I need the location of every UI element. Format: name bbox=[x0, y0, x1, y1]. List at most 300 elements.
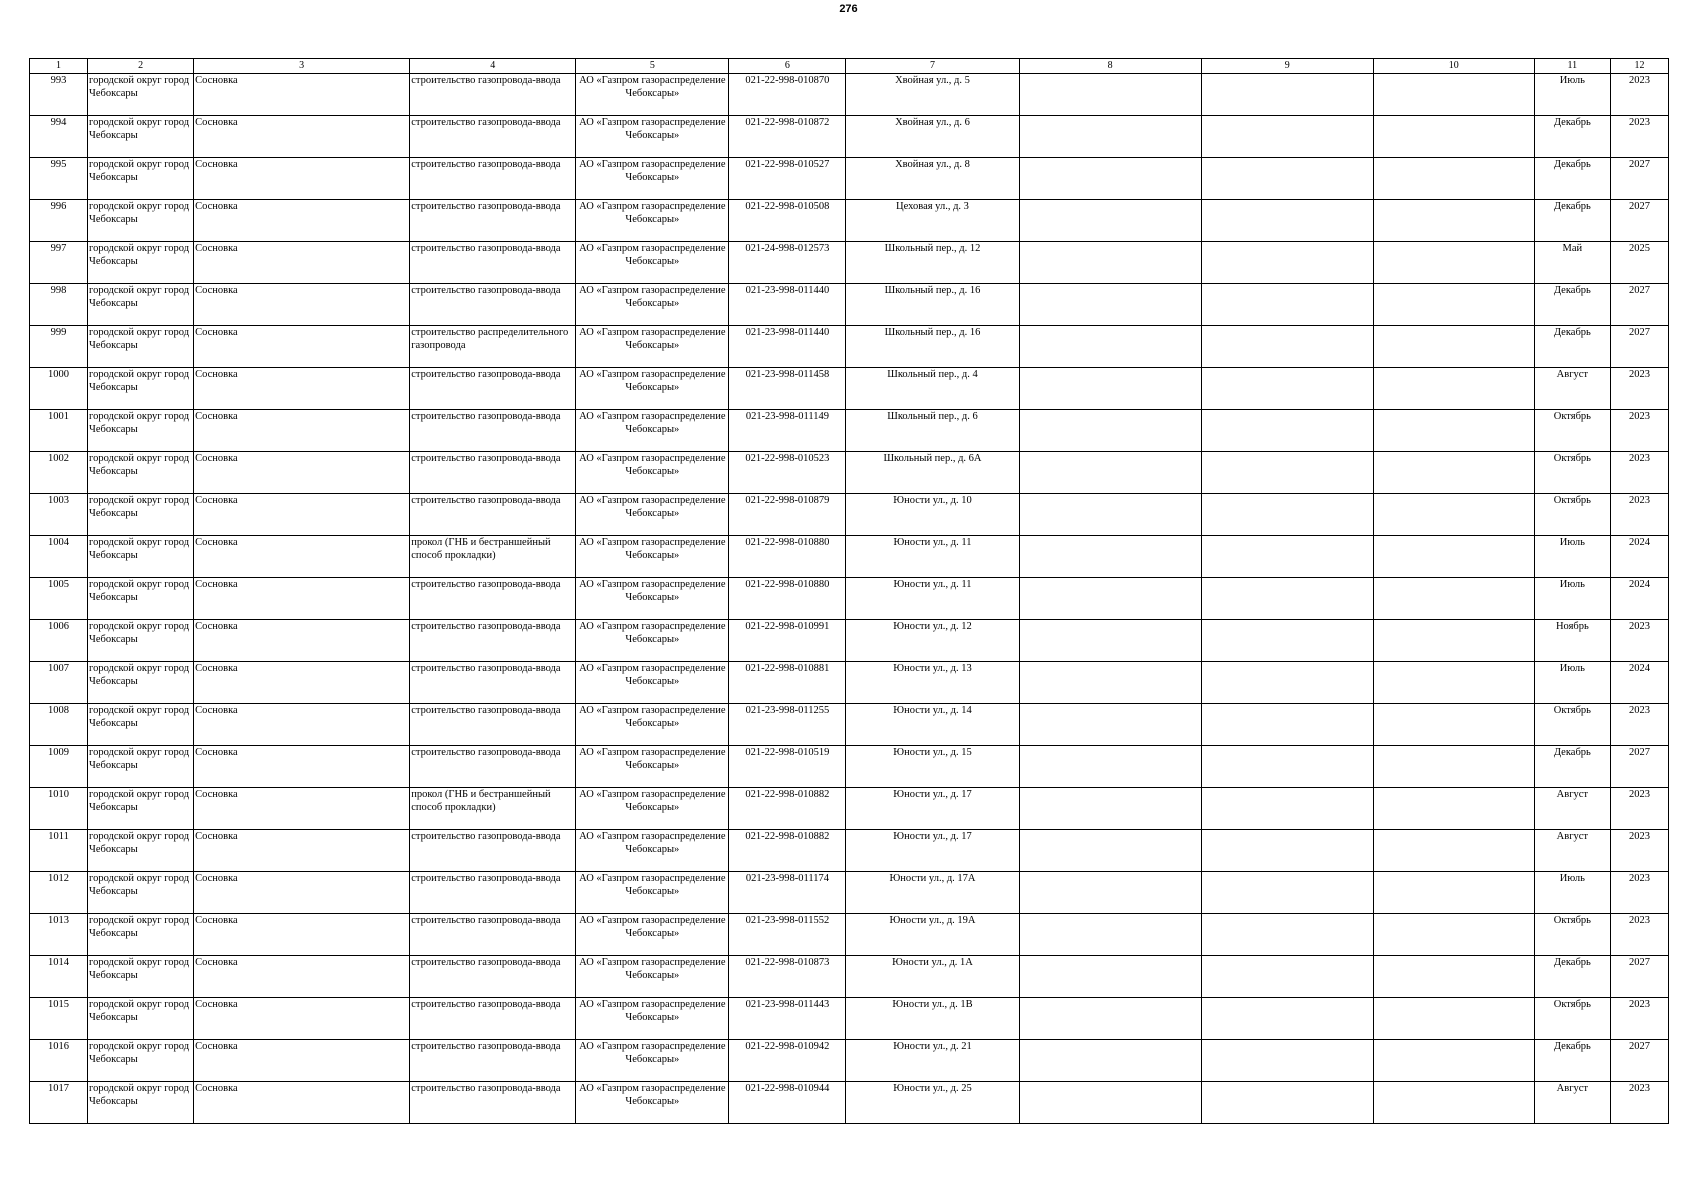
month-cell bbox=[1534, 284, 1610, 326]
table-row bbox=[30, 242, 1669, 284]
column-header: 4 bbox=[410, 59, 576, 74]
year-cell-text: 2023 bbox=[1628, 117, 1650, 128]
object-code-cell bbox=[729, 998, 846, 1040]
empty-cell-9-text bbox=[1204, 494, 1371, 535]
month-cell bbox=[1534, 200, 1610, 242]
organization-cell bbox=[576, 116, 729, 158]
locality-cell-text: Сосновка bbox=[195, 369, 238, 380]
organization-cell-text: АО «Газпром газораспределение Чебоксары» bbox=[579, 873, 726, 897]
row-number-cell-text: 993 bbox=[50, 75, 67, 86]
empty-cell-8 bbox=[1019, 200, 1201, 242]
empty-cell-10 bbox=[1373, 452, 1534, 494]
empty-cell-10-text bbox=[1376, 620, 1532, 661]
empty-cell-9-text bbox=[1204, 74, 1371, 115]
year-cell-text: 2023 bbox=[1628, 75, 1650, 86]
empty-cell-8 bbox=[1019, 704, 1201, 746]
month-cell-text: Август bbox=[1556, 831, 1589, 842]
locality-cell-text: Сосновка bbox=[195, 159, 238, 170]
empty-cell-9-text bbox=[1204, 956, 1371, 997]
month-cell bbox=[1534, 956, 1610, 998]
work-type-cell-text: строительство газопровода-ввода bbox=[411, 957, 561, 968]
table-row bbox=[30, 74, 1669, 116]
work-type-cell bbox=[410, 788, 576, 830]
work-type-cell-text: строительство газопровода-ввода bbox=[411, 705, 561, 716]
work-type-cell-text: строительство газопровода-ввода bbox=[411, 159, 561, 170]
work-type-cell bbox=[410, 956, 576, 998]
row-number-cell bbox=[30, 788, 88, 830]
table-row bbox=[30, 998, 1669, 1040]
row-number-cell-text: 1017 bbox=[48, 1083, 70, 1094]
row-number-cell bbox=[30, 452, 88, 494]
empty-cell-10-text bbox=[1376, 158, 1532, 199]
district-cell-text: городской округ город Чебоксары bbox=[89, 789, 190, 813]
object-code-cell bbox=[729, 662, 846, 704]
empty-cell-8 bbox=[1019, 620, 1201, 662]
work-type-cell bbox=[410, 494, 576, 536]
empty-cell-8-text bbox=[1022, 872, 1199, 913]
organization-cell-text: АО «Газпром газораспределение Чебоксары» bbox=[579, 957, 726, 981]
object-code-cell-text: 021-23-998-011552 bbox=[745, 915, 830, 926]
empty-cell-9-text bbox=[1204, 704, 1371, 745]
locality-cell-text: Сосновка bbox=[195, 747, 238, 758]
object-code-cell bbox=[729, 872, 846, 914]
empty-cell-8-text bbox=[1022, 284, 1199, 325]
work-type-cell-text: строительство распределительного газопровода bbox=[411, 327, 569, 351]
empty-cell-10-text bbox=[1376, 1082, 1532, 1123]
object-code-cell bbox=[729, 578, 846, 620]
district-cell bbox=[88, 494, 194, 536]
year-cell-text: 2027 bbox=[1628, 747, 1650, 758]
empty-cell-10-text bbox=[1376, 116, 1532, 157]
year-cell bbox=[1610, 662, 1668, 704]
organization-cell-text: АО «Газпром газораспределение Чебоксары» bbox=[579, 369, 726, 393]
work-type-cell-text: строительство газопровода-ввода bbox=[411, 243, 561, 254]
year-cell bbox=[1610, 116, 1668, 158]
month-cell-text: Июль bbox=[1559, 663, 1585, 674]
locality-cell-text: Сосновка bbox=[195, 663, 238, 674]
row-number-cell-text: 1008 bbox=[48, 705, 70, 716]
empty-cell-8-text bbox=[1022, 746, 1199, 787]
column-header: 3 bbox=[194, 59, 410, 74]
district-cell-text: городской округ город Чебоксары bbox=[89, 663, 190, 687]
empty-cell-10-text bbox=[1376, 914, 1532, 955]
object-code-cell-text: 021-22-998-010880 bbox=[745, 579, 830, 590]
work-type-cell-text: строительство газопровода-ввода bbox=[411, 75, 561, 86]
empty-cell-10 bbox=[1373, 1040, 1534, 1082]
organization-cell bbox=[576, 494, 729, 536]
empty-cell-9 bbox=[1201, 200, 1373, 242]
locality-cell-text: Сосновка bbox=[195, 243, 238, 254]
organization-cell bbox=[576, 200, 729, 242]
work-type-cell bbox=[410, 74, 576, 116]
organization-cell bbox=[576, 704, 729, 746]
empty-cell-9 bbox=[1201, 536, 1373, 578]
address-cell-text: Юности ул., д. 11 bbox=[893, 537, 972, 548]
month-cell bbox=[1534, 452, 1610, 494]
year-cell-text: 2023 bbox=[1628, 789, 1650, 800]
district-cell bbox=[88, 74, 194, 116]
locality-cell bbox=[194, 494, 410, 536]
locality-cell bbox=[194, 410, 410, 452]
organization-cell bbox=[576, 1040, 729, 1082]
year-cell-text: 2023 bbox=[1628, 915, 1650, 926]
organization-cell bbox=[576, 914, 729, 956]
table-row bbox=[30, 200, 1669, 242]
address-cell bbox=[846, 998, 1019, 1040]
work-type-cell bbox=[410, 872, 576, 914]
organization-cell-text: АО «Газпром газораспределение Чебоксары» bbox=[579, 201, 726, 225]
empty-cell-10 bbox=[1373, 116, 1534, 158]
object-code-cell-text: 021-23-998-011458 bbox=[745, 369, 830, 380]
locality-cell bbox=[194, 116, 410, 158]
address-cell bbox=[846, 704, 1019, 746]
empty-cell-10 bbox=[1373, 410, 1534, 452]
locality-cell-text: Сосновка bbox=[195, 789, 238, 800]
district-cell bbox=[88, 914, 194, 956]
empty-cell-9 bbox=[1201, 158, 1373, 200]
empty-cell-8 bbox=[1019, 1040, 1201, 1082]
object-code-cell bbox=[729, 788, 846, 830]
empty-cell-9 bbox=[1201, 242, 1373, 284]
district-cell-text: городской округ город Чебоксары bbox=[89, 621, 190, 645]
address-cell bbox=[846, 872, 1019, 914]
address-cell bbox=[846, 116, 1019, 158]
address-cell-text: Юности ул., д. 15 bbox=[893, 747, 972, 758]
table-row bbox=[30, 1082, 1669, 1124]
empty-cell-9-text bbox=[1204, 452, 1371, 493]
organization-cell bbox=[576, 452, 729, 494]
empty-cell-8-text bbox=[1022, 536, 1199, 577]
empty-cell-10-text bbox=[1376, 788, 1532, 829]
month-cell-text: Июль bbox=[1559, 873, 1585, 884]
work-type-cell-text: строительство газопровода-ввода bbox=[411, 831, 561, 842]
object-code-cell bbox=[729, 326, 846, 368]
year-cell bbox=[1610, 452, 1668, 494]
table-row bbox=[30, 704, 1669, 746]
work-type-cell bbox=[410, 1040, 576, 1082]
address-cell bbox=[846, 914, 1019, 956]
month-cell bbox=[1534, 578, 1610, 620]
district-cell bbox=[88, 956, 194, 998]
year-cell bbox=[1610, 704, 1668, 746]
organization-cell bbox=[576, 620, 729, 662]
district-cell-text: городской округ город Чебоксары bbox=[89, 243, 190, 267]
object-code-cell-text: 021-22-998-010527 bbox=[745, 159, 830, 170]
organization-cell-text: АО «Газпром газораспределение Чебоксары» bbox=[579, 453, 726, 477]
district-cell bbox=[88, 326, 194, 368]
empty-cell-10-text bbox=[1376, 494, 1532, 535]
object-code-cell bbox=[729, 116, 846, 158]
locality-cell-text: Сосновка bbox=[195, 1083, 238, 1094]
empty-cell-8 bbox=[1019, 1082, 1201, 1124]
object-code-cell-text: 021-24-998-012573 bbox=[745, 243, 830, 254]
empty-cell-9-text bbox=[1204, 578, 1371, 619]
address-cell-text: Хвойная ул., д. 8 bbox=[895, 159, 970, 170]
year-cell bbox=[1610, 788, 1668, 830]
row-number-cell-text: 997 bbox=[50, 243, 67, 254]
row-number-cell-text: 1011 bbox=[48, 831, 69, 842]
empty-cell-8-text bbox=[1022, 704, 1199, 745]
locality-cell bbox=[194, 914, 410, 956]
work-type-cell-text: строительство газопровода-ввода bbox=[411, 663, 561, 674]
empty-cell-9 bbox=[1201, 1082, 1373, 1124]
table-row bbox=[30, 578, 1669, 620]
row-number-cell-text: 1010 bbox=[48, 789, 70, 800]
empty-cell-10 bbox=[1373, 1082, 1534, 1124]
district-cell-text: городской округ город Чебоксары bbox=[89, 873, 190, 897]
address-cell bbox=[846, 1040, 1019, 1082]
empty-cell-10-text bbox=[1376, 452, 1532, 493]
empty-cell-9 bbox=[1201, 74, 1373, 116]
district-cell bbox=[88, 158, 194, 200]
year-cell bbox=[1610, 74, 1668, 116]
organization-cell-text: АО «Газпром газораспределение Чебоксары» bbox=[579, 747, 726, 771]
year-cell bbox=[1610, 1040, 1668, 1082]
address-cell-text: Юности ул., д. 17 bbox=[893, 831, 972, 842]
organization-cell-text: АО «Газпром газораспределение Чебоксары» bbox=[579, 999, 726, 1023]
district-cell bbox=[88, 368, 194, 410]
object-code-cell-text: 021-22-998-010882 bbox=[745, 789, 830, 800]
organization-cell bbox=[576, 326, 729, 368]
object-code-cell-text: 021-22-998-010991 bbox=[745, 621, 830, 632]
empty-cell-9 bbox=[1201, 914, 1373, 956]
month-cell-text: Май bbox=[1562, 243, 1583, 254]
table-row bbox=[30, 410, 1669, 452]
work-type-cell bbox=[410, 326, 576, 368]
object-code-cell-text: 021-23-998-011440 bbox=[745, 285, 830, 296]
empty-cell-10-text bbox=[1376, 74, 1532, 115]
empty-cell-10-text bbox=[1376, 200, 1532, 241]
month-cell bbox=[1534, 410, 1610, 452]
row-number-cell-text: 1003 bbox=[48, 495, 70, 506]
empty-cell-8-text bbox=[1022, 242, 1199, 283]
object-code-cell-text: 021-22-998-010872 bbox=[745, 117, 830, 128]
address-cell bbox=[846, 368, 1019, 410]
column-header: 6 bbox=[729, 59, 846, 74]
month-cell-text: Август bbox=[1556, 1083, 1589, 1094]
district-cell bbox=[88, 452, 194, 494]
table-row bbox=[30, 788, 1669, 830]
empty-cell-8 bbox=[1019, 74, 1201, 116]
row-number-cell-text: 1004 bbox=[48, 537, 70, 548]
empty-cell-10-text bbox=[1376, 578, 1532, 619]
address-cell-text: Цеховая ул., д. 3 bbox=[896, 201, 969, 212]
month-cell-text: Октябрь bbox=[1553, 705, 1591, 716]
organization-cell-text: АО «Газпром газораспределение Чебоксары» bbox=[579, 495, 726, 519]
address-cell-text: Юности ул., д. 17А bbox=[889, 873, 976, 884]
empty-cell-8-text bbox=[1022, 326, 1199, 367]
locality-cell bbox=[194, 704, 410, 746]
address-cell bbox=[846, 326, 1019, 368]
work-type-cell bbox=[410, 452, 576, 494]
locality-cell-text: Сосновка bbox=[195, 495, 238, 506]
district-cell-text: городской округ город Чебоксары bbox=[89, 201, 190, 225]
row-number-cell bbox=[30, 116, 88, 158]
object-code-cell bbox=[729, 1040, 846, 1082]
locality-cell bbox=[194, 284, 410, 326]
empty-cell-8 bbox=[1019, 788, 1201, 830]
empty-cell-8 bbox=[1019, 326, 1201, 368]
locality-cell-text: Сосновка bbox=[195, 537, 238, 548]
row-number-cell-text: 998 bbox=[50, 285, 67, 296]
empty-cell-10 bbox=[1373, 746, 1534, 788]
table-row bbox=[30, 284, 1669, 326]
object-code-cell bbox=[729, 158, 846, 200]
empty-cell-10-text bbox=[1376, 872, 1532, 913]
district-cell-text: городской округ город Чебоксары bbox=[89, 1041, 190, 1065]
row-number-cell-text: 1005 bbox=[48, 579, 70, 590]
work-type-cell bbox=[410, 578, 576, 620]
table-body bbox=[30, 74, 1669, 1124]
month-cell bbox=[1534, 620, 1610, 662]
year-cell-text: 2023 bbox=[1628, 495, 1650, 506]
object-code-cell bbox=[729, 74, 846, 116]
month-cell-text: Июль bbox=[1559, 579, 1585, 590]
year-cell bbox=[1610, 368, 1668, 410]
object-code-cell bbox=[729, 410, 846, 452]
year-cell bbox=[1610, 200, 1668, 242]
table-row bbox=[30, 830, 1669, 872]
row-number-cell bbox=[30, 494, 88, 536]
row-number-cell bbox=[30, 74, 88, 116]
locality-cell-text: Сосновка bbox=[195, 453, 238, 464]
empty-cell-9 bbox=[1201, 284, 1373, 326]
address-cell-text: Школьный пер., д. 4 bbox=[887, 369, 978, 380]
month-cell-text: Июль bbox=[1559, 75, 1585, 86]
locality-cell-text: Сосновка bbox=[195, 621, 238, 632]
empty-cell-9-text bbox=[1204, 410, 1371, 451]
district-cell bbox=[88, 998, 194, 1040]
column-header: 12 bbox=[1610, 59, 1668, 74]
empty-cell-10-text bbox=[1376, 326, 1532, 367]
empty-cell-8-text bbox=[1022, 158, 1199, 199]
empty-cell-9 bbox=[1201, 998, 1373, 1040]
empty-cell-9-text bbox=[1204, 830, 1371, 871]
row-number-cell bbox=[30, 326, 88, 368]
empty-cell-8-text bbox=[1022, 200, 1199, 241]
row-number-cell bbox=[30, 158, 88, 200]
work-type-cell bbox=[410, 704, 576, 746]
year-cell bbox=[1610, 410, 1668, 452]
empty-cell-10 bbox=[1373, 368, 1534, 410]
work-type-cell-text: строительство газопровода-ввода bbox=[411, 579, 561, 590]
address-cell-text: Школьный пер., д. 6А bbox=[883, 453, 982, 464]
object-code-cell-text: 021-23-998-011255 bbox=[745, 705, 830, 716]
locality-cell-text: Сосновка bbox=[195, 999, 238, 1010]
district-cell-text: городской округ город Чебоксары bbox=[89, 1083, 190, 1107]
empty-cell-8-text bbox=[1022, 410, 1199, 451]
object-code-cell-text: 021-22-998-010944 bbox=[745, 1083, 830, 1094]
month-cell bbox=[1534, 326, 1610, 368]
locality-cell bbox=[194, 158, 410, 200]
locality-cell bbox=[194, 872, 410, 914]
empty-cell-8-text bbox=[1022, 368, 1199, 409]
organization-cell bbox=[576, 410, 729, 452]
locality-cell bbox=[194, 74, 410, 116]
district-cell-text: городской округ город Чебоксары bbox=[89, 831, 190, 855]
empty-cell-10-text bbox=[1376, 956, 1532, 997]
row-number-cell bbox=[30, 578, 88, 620]
locality-cell bbox=[194, 452, 410, 494]
object-code-cell bbox=[729, 746, 846, 788]
month-cell bbox=[1534, 494, 1610, 536]
work-type-cell-text: строительство газопровода-ввода bbox=[411, 873, 561, 884]
year-cell-text: 2027 bbox=[1628, 957, 1650, 968]
year-cell-text: 2024 bbox=[1628, 537, 1650, 548]
empty-cell-9 bbox=[1201, 494, 1373, 536]
empty-cell-10 bbox=[1373, 662, 1534, 704]
organization-cell-text: АО «Газпром газораспределение Чебоксары» bbox=[579, 243, 726, 267]
address-cell-text: Юности ул., д. 19А bbox=[889, 915, 976, 926]
row-number-cell bbox=[30, 914, 88, 956]
locality-cell bbox=[194, 662, 410, 704]
address-cell bbox=[846, 578, 1019, 620]
district-cell-text: городской округ город Чебоксары bbox=[89, 285, 190, 309]
empty-cell-9 bbox=[1201, 368, 1373, 410]
work-type-cell bbox=[410, 662, 576, 704]
district-cell bbox=[88, 242, 194, 284]
column-header: 9 bbox=[1201, 59, 1373, 74]
locality-cell-text: Сосновка bbox=[195, 285, 238, 296]
month-cell-text: Октябрь bbox=[1553, 495, 1591, 506]
empty-cell-8-text bbox=[1022, 1082, 1199, 1123]
empty-cell-10-text bbox=[1376, 1040, 1532, 1081]
work-type-cell bbox=[410, 1082, 576, 1124]
month-cell bbox=[1534, 1040, 1610, 1082]
empty-cell-8 bbox=[1019, 158, 1201, 200]
district-cell-text: городской округ город Чебоксары bbox=[89, 705, 190, 729]
address-cell-text: Школьный пер., д. 12 bbox=[884, 243, 981, 254]
empty-cell-10 bbox=[1373, 830, 1534, 872]
locality-cell-text: Сосновка bbox=[195, 831, 238, 842]
empty-cell-9-text bbox=[1204, 116, 1371, 157]
locality-cell bbox=[194, 368, 410, 410]
year-cell-text: 2023 bbox=[1628, 411, 1650, 422]
locality-cell-text: Сосновка bbox=[195, 327, 238, 338]
table-row bbox=[30, 746, 1669, 788]
address-cell bbox=[846, 74, 1019, 116]
empty-cell-8-text bbox=[1022, 662, 1199, 703]
address-cell-text: Юности ул., д. 12 bbox=[893, 621, 972, 632]
month-cell-text: Октябрь bbox=[1553, 999, 1591, 1010]
district-cell bbox=[88, 872, 194, 914]
object-code-cell bbox=[729, 620, 846, 662]
empty-cell-8 bbox=[1019, 956, 1201, 998]
year-cell-text: 2023 bbox=[1628, 705, 1650, 716]
empty-cell-10 bbox=[1373, 998, 1534, 1040]
row-number-cell-text: 995 bbox=[50, 159, 67, 170]
month-cell-text: Декабрь bbox=[1553, 117, 1591, 128]
organization-cell bbox=[576, 830, 729, 872]
locality-cell bbox=[194, 746, 410, 788]
year-cell bbox=[1610, 1082, 1668, 1124]
work-type-cell-text: строительство газопровода-ввода bbox=[411, 453, 561, 464]
empty-cell-9 bbox=[1201, 662, 1373, 704]
work-type-cell bbox=[410, 242, 576, 284]
year-cell-text: 2023 bbox=[1628, 453, 1650, 464]
month-cell bbox=[1534, 368, 1610, 410]
year-cell-text: 2024 bbox=[1628, 579, 1650, 590]
empty-cell-10 bbox=[1373, 536, 1534, 578]
row-number-cell-text: 1016 bbox=[48, 1041, 70, 1052]
address-cell-text: Юности ул., д. 1В bbox=[892, 999, 973, 1010]
work-type-cell bbox=[410, 284, 576, 326]
month-cell-text: Октябрь bbox=[1553, 453, 1591, 464]
district-cell-text: городской округ город Чебоксары bbox=[89, 747, 190, 771]
work-type-cell-text: строительство газопровода-ввода bbox=[411, 999, 561, 1010]
address-cell-text: Школьный пер., д. 16 bbox=[884, 327, 981, 338]
organization-cell-text: АО «Газпром газораспределение Чебоксары» bbox=[579, 621, 726, 645]
